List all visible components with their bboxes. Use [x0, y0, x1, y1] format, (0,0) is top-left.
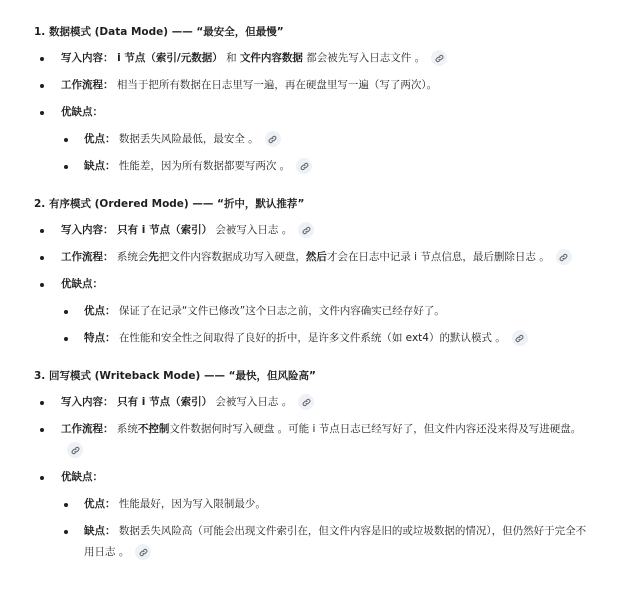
text: ” — [309, 370, 316, 382]
text: 数据丢失风险高（可能会出现文件索引在，但文件内容是旧的或垃圾数据的情况），但仍然好于完全不用日志 。 — [84, 525, 587, 558]
text: 都会被先写入日志文件 。 — [302, 52, 426, 64]
source-link-icon[interactable] — [265, 131, 281, 147]
bold-text: 先 — [148, 251, 159, 263]
bold-text: 工作流程： — [61, 79, 114, 91]
bold-text: 优点： — [84, 498, 116, 510]
bold-text: 只有 i 节点（索引） — [113, 396, 213, 408]
bullet-list — [34, 220, 594, 349]
bold-text: 折中，默认推荐 — [223, 198, 298, 210]
bold-text: 工作流程： — [61, 423, 114, 435]
bold-text: 优缺点： — [61, 471, 103, 483]
bold-text: 只有 i 节点（索引） — [113, 224, 213, 236]
sub-list-item — [34, 328, 594, 349]
sub-list-item — [34, 301, 594, 322]
source-link-icon[interactable] — [298, 394, 314, 410]
document — [34, 22, 594, 580]
list-item — [34, 419, 594, 461]
sub-list-item — [34, 521, 594, 563]
bold-text: 最快，但风险高 — [235, 370, 309, 382]
source-link-icon[interactable] — [135, 544, 151, 560]
bold-text: 缺点： — [84, 525, 116, 537]
mode-section — [34, 22, 594, 177]
sub-list-item — [34, 494, 594, 515]
text: 性能最好，因为写入限制最少。 — [115, 498, 266, 510]
source-link-icon[interactable] — [67, 442, 83, 458]
text: 才会在日志中记录 i 节点信息，最后删除日志 。 — [326, 251, 550, 263]
mode-section — [34, 194, 594, 349]
bold-text: 优点： — [84, 133, 116, 145]
text: 系统 — [113, 423, 138, 435]
list-item — [34, 467, 594, 488]
list-item — [34, 220, 594, 241]
bold-text: 写入内容： — [61, 52, 114, 64]
text: ” — [276, 26, 284, 38]
text: 2. 有序模式 (Ordered Mode) —— “ — [34, 198, 224, 210]
bold-text: 缺点： — [84, 160, 116, 172]
bold-text: 优缺点： — [61, 106, 103, 118]
text: 数据丢失风险最低，最安全 。 — [115, 133, 259, 145]
source-link-icon[interactable] — [296, 158, 312, 174]
bold-text: 优缺点： — [61, 278, 103, 290]
bold-text: 文件内容数据 — [239, 52, 303, 64]
bold-text: 特点： — [84, 332, 116, 344]
text: 系统会 — [113, 251, 149, 263]
list-item — [34, 392, 594, 413]
text: 性能差，因为所有数据都要写两次 。 — [115, 160, 291, 172]
list-item — [34, 75, 594, 96]
source-link-icon[interactable] — [556, 249, 572, 265]
section-heading — [34, 22, 594, 42]
text: 会被写入日志 。 — [212, 396, 293, 408]
text: 和 — [222, 52, 240, 64]
list-item — [34, 102, 594, 123]
bold-text: 最安全，但最慢 — [203, 26, 277, 38]
text: 在性能和安全性之间取得了良好的折中，是许多文件系统（如 ext4）的默认模式 。 — [115, 332, 506, 344]
section-heading — [34, 366, 594, 386]
source-link-icon[interactable] — [298, 222, 314, 238]
list-item — [34, 48, 594, 69]
section-heading — [34, 194, 594, 214]
text: ” — [297, 198, 305, 210]
sub-list-item — [34, 129, 594, 150]
sub-list-item — [34, 156, 594, 177]
text: 相当于把所有数据在日志里写一遍，再在硬盘里写一遍（写了两次）。 — [113, 79, 438, 91]
mode-section — [34, 366, 594, 563]
bold-text: 然后 — [305, 251, 327, 263]
source-link-icon[interactable] — [431, 50, 447, 66]
text: 会被写入日志 。 — [212, 224, 293, 236]
text: 文件数据何时写入硬盘 。可能 i 节点日志已经写好了，但文件内容还没来得及写进硬盘。 — [169, 423, 582, 435]
list-item — [34, 274, 594, 295]
bullet-list — [34, 392, 594, 563]
list-item — [34, 247, 594, 268]
bold-text: 优点： — [84, 305, 116, 317]
text: 保证了在记录“文件已修改”这个日志之前，文件内容确实已经存好了。 — [115, 305, 445, 317]
bold-text: 不控制 — [137, 423, 170, 435]
bold-text: i 节点（索引/元数据） — [113, 52, 223, 64]
text: 3. 回写模式 (Writeback Mode) —— “ — [34, 370, 236, 382]
text: 1. 数据模式 (Data Mode) —— “ — [34, 26, 204, 38]
text: 把文件内容数据成功写入硬盘， — [158, 251, 306, 263]
source-link-icon[interactable] — [512, 330, 528, 346]
bold-text: 工作流程： — [61, 251, 114, 263]
bold-text: 写入内容： — [61, 396, 114, 408]
bullet-list — [34, 48, 594, 177]
bold-text: 写入内容： — [61, 224, 114, 236]
